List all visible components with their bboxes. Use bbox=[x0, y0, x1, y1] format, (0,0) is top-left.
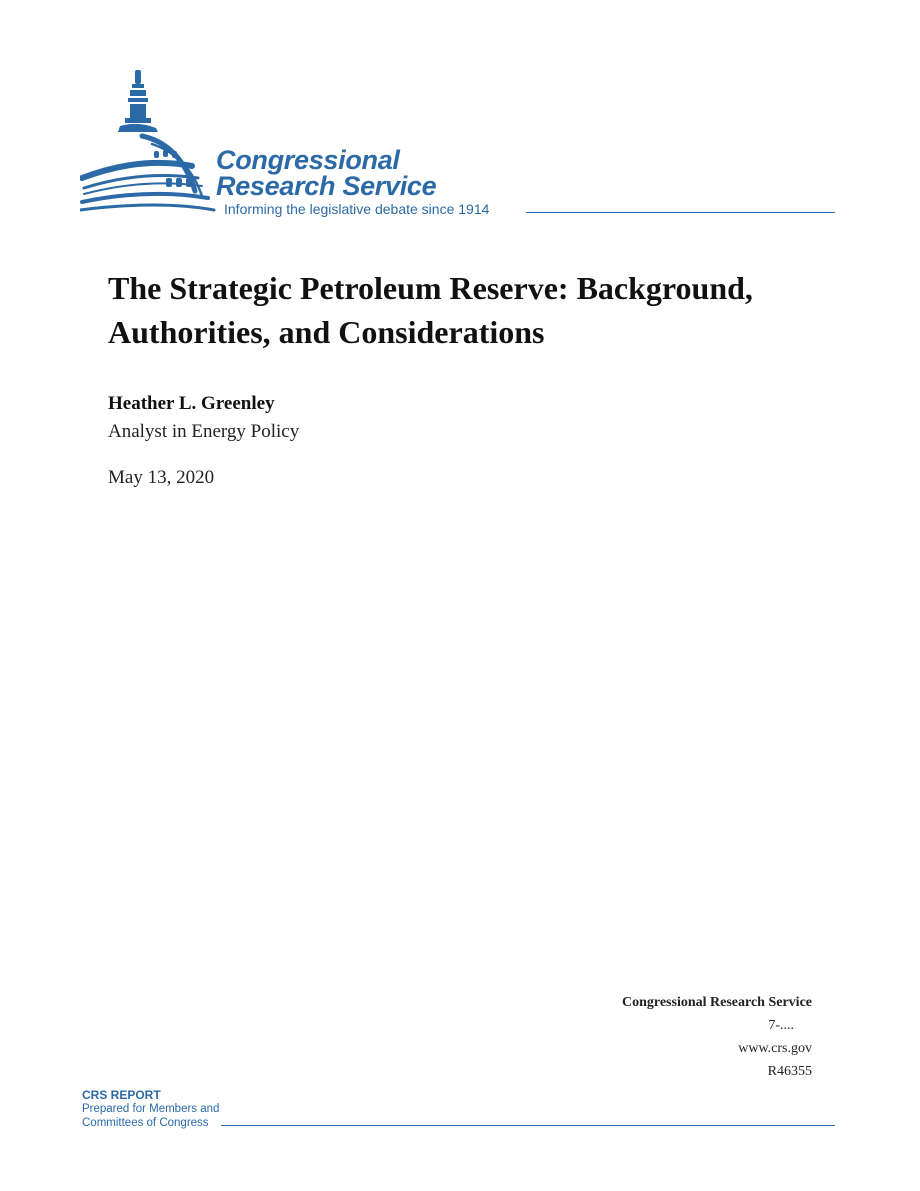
publisher-phone: 7-.... bbox=[768, 1018, 794, 1033]
report-type: CRS REPORT bbox=[82, 1088, 161, 1102]
publisher-block bbox=[622, 991, 812, 1083]
logo-wordmark-line1: Congressional bbox=[216, 145, 400, 175]
footer-line2: Committees of Congress bbox=[82, 1117, 209, 1129]
author-name: Heather L. Greenley bbox=[108, 393, 275, 414]
author-role: Analyst in Energy Policy bbox=[108, 421, 300, 442]
footer-label bbox=[82, 1088, 219, 1130]
logo-wordmark-line2: Research Service bbox=[216, 171, 437, 201]
publisher-website[interactable]: www.crs.gov bbox=[738, 1041, 812, 1056]
publisher-name: Congressional Research Service bbox=[621, 995, 812, 1010]
logo-tagline: Informing the legislative debate since 1914 bbox=[224, 201, 490, 217]
tagline-rule bbox=[526, 212, 835, 213]
report-number: R46355 bbox=[767, 1064, 812, 1079]
footer-rule bbox=[221, 1125, 835, 1126]
footer-line1: Prepared for Members and bbox=[82, 1103, 220, 1115]
publication-date: May 13, 2020 bbox=[108, 467, 215, 488]
document-title: The Strategic Petroleum Reserve: Background, Authorities, and Considerations bbox=[108, 270, 753, 350]
